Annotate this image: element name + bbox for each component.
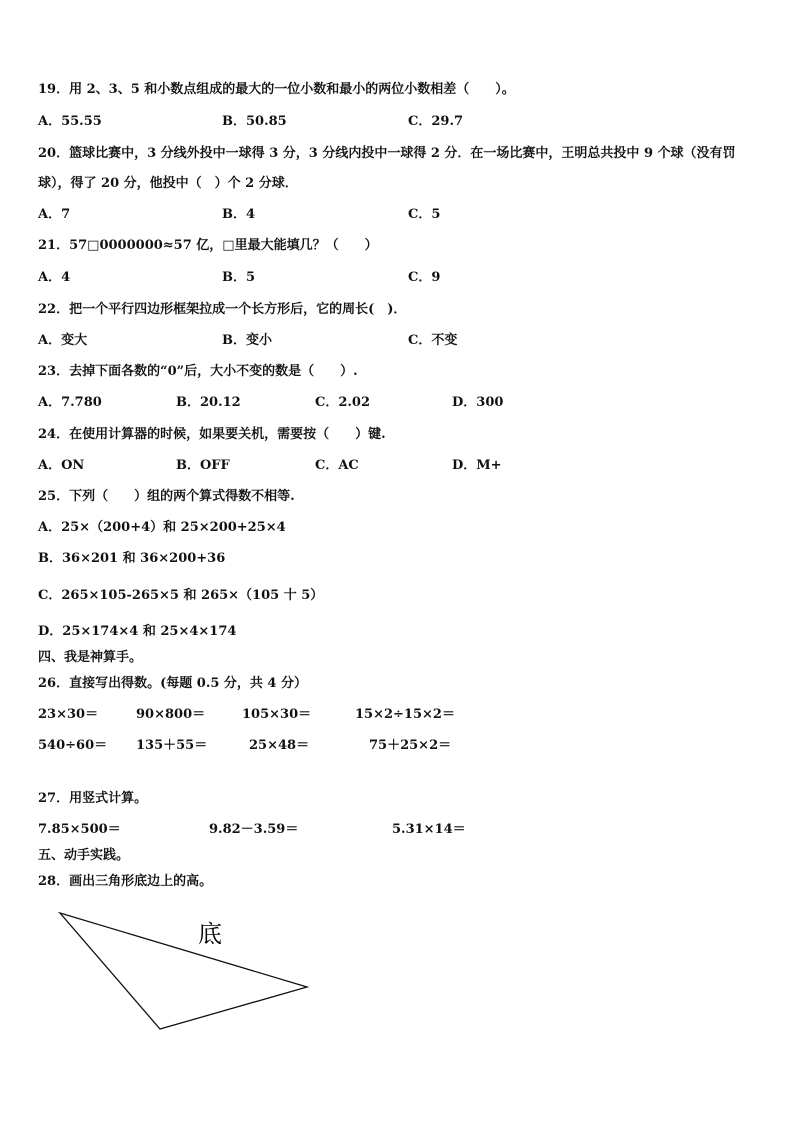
q27-item-3: 5.31×14＝	[392, 822, 466, 837]
question-24-stem: 24．在使用计算器的时候，如果要关机，需要按（ ）键.	[38, 427, 386, 442]
question-21-option-a: A．4	[38, 270, 71, 285]
question-20-option-b: B．4	[222, 207, 256, 222]
question-19-option-b: B．50.85	[222, 114, 287, 129]
question-20-stem-line1: 20．篮球比赛中，3 分线外投中一球得 3 分，3 分线内投中一球得 2 分．在一场比赛中，王明总共投中 9 个球（没有罚	[38, 146, 736, 161]
question-25-option-c: C．265×105-265×5 和 265×（105 十 5）	[38, 588, 324, 603]
q26-item-7: 25×48＝	[249, 738, 310, 753]
q26-item-5: 540÷60＝	[38, 738, 108, 753]
question-26-stem: 26．直接写出得数。(每题 0.5 分，共 4 分）	[38, 676, 308, 691]
question-28-stem: 28．画出三角形底边上的高。	[38, 874, 213, 889]
question-25-option-b: B．36×201 和 36×200+36	[38, 551, 226, 566]
question-24-option-d: D．M+	[452, 458, 502, 473]
question-24-option-b: B．OFF	[176, 458, 230, 473]
q26-item-2: 90×800＝	[136, 707, 206, 722]
question-20-stem-line2: 球），得了 20 分，他投中（ ）个 2 分球．	[38, 176, 298, 191]
question-21-option-b: B．5	[222, 270, 256, 285]
question-24-option-c: C．AC	[315, 458, 359, 473]
section-5-heading: 五、动手实践。	[38, 848, 130, 863]
question-25-stem: 25．下列（ ）组的两个算式得数不相等.	[38, 489, 295, 504]
question-21-stem: 21．57□0000000≈57 亿，□里最大能填几？（ ）	[38, 238, 378, 253]
q26-item-3: 105×30＝	[242, 707, 312, 722]
question-22-option-b: B．变小	[222, 333, 272, 348]
triangle-shape	[60, 913, 307, 1029]
question-24-option-a: A．ON	[38, 458, 85, 473]
q27-item-1: 7.85×500＝	[38, 822, 121, 837]
question-20-option-c: C．5	[408, 207, 441, 222]
question-23-option-a: A．7.780	[38, 395, 102, 410]
question-23-option-d: D．300	[452, 395, 504, 410]
triangle-figure	[40, 900, 340, 1040]
question-19-option-c: C．29.7	[408, 114, 464, 129]
question-19-option-a: A．55.55	[38, 114, 102, 129]
q26-item-6: 135＋55＝	[136, 738, 208, 753]
question-25-option-d: D．25×174×4 和 25×4×174	[38, 624, 237, 639]
q27-item-2: 9.82－3.59＝	[209, 822, 299, 837]
section-4-heading: 四、我是神算手。	[38, 650, 143, 665]
triangle-base-label: 底	[198, 920, 222, 948]
question-23-stem: 23．去掉下面各数的“0”后，大小不变的数是（ ）.	[38, 364, 358, 379]
q26-item-1: 23×30＝	[38, 707, 99, 722]
q26-item-8: 75＋25×2＝	[369, 738, 452, 753]
question-25-option-a: A．25×（200+4）和 25×200+25×4	[38, 520, 286, 535]
q26-item-4: 15×2÷15×2＝	[355, 707, 455, 722]
question-21-option-c: C．9	[408, 270, 441, 285]
question-27-stem: 27．用竖式计算。	[38, 791, 148, 806]
question-23-option-c: C．2.02	[315, 395, 371, 410]
question-20-option-a: A．7	[38, 207, 71, 222]
question-19-stem: 19．用 2、3、5 和小数点组成的最大的一位小数和最小的两位小数相差（ ）。	[38, 82, 515, 97]
question-22-stem: 22．把一个平行四边形框架拉成一个长方形后，它的周长( )．	[38, 302, 407, 317]
question-23-option-b: B．20.12	[176, 395, 241, 410]
question-22-option-c: C．不变	[408, 333, 458, 348]
question-22-option-a: A．变大	[38, 333, 88, 348]
